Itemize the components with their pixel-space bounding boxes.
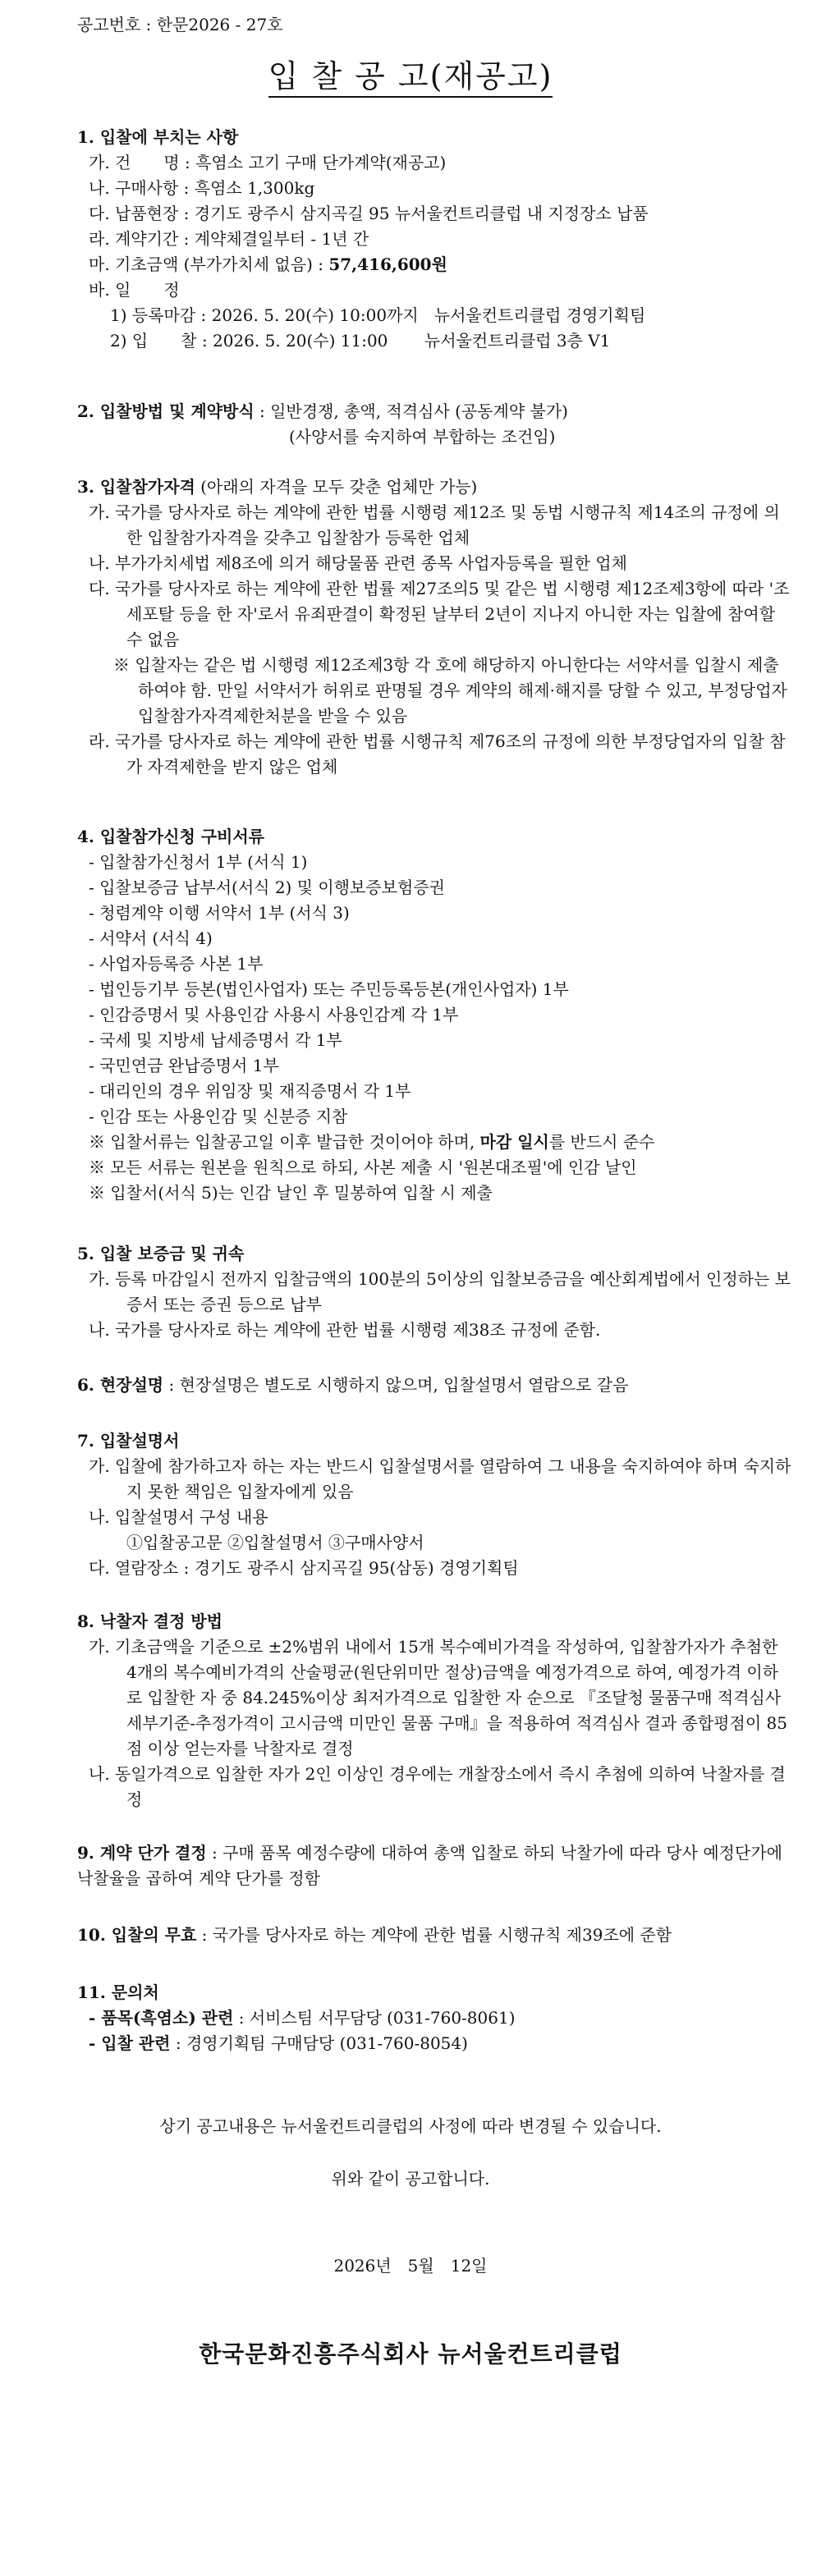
section-11-heading: 11. 문의처 bbox=[77, 1982, 159, 2002]
s7-sub: ①입찰공고문 ②입찰설명서 ③구매사양서 bbox=[126, 1533, 424, 1552]
s4-note: ※ 입찰서(서식 5)는 인감 날인 후 밀봉하여 입찰 시 제출 bbox=[89, 1183, 493, 1203]
section-2-heading: 2. 입찰방법 및 계약방식 bbox=[77, 401, 255, 421]
s4-doc-item: - 대리인의 경우 위임장 및 재직증명서 각 1부 bbox=[89, 1081, 411, 1101]
section-9 bbox=[77, 1840, 791, 1891]
s1-price-row bbox=[77, 252, 791, 277]
s4-doc-item: - 서약서 (서식 4) bbox=[89, 928, 213, 948]
contact-item bbox=[77, 2005, 791, 2031]
section-11 bbox=[77, 1980, 791, 2056]
contact-text: : 서비스팀 서무담당 (031-760-8061) bbox=[233, 2008, 516, 2028]
s4-doc-item: - 청렴계약 이행 서약서 1부 (서식 3) bbox=[89, 903, 350, 923]
section-1-heading: 1. 입찰에 부치는 사항 bbox=[77, 127, 239, 147]
s1-schedule-item: 2) 입 찰 : 2026. 5. 20(수) 11:00 뉴서울컨트리클럽 3층 V1 bbox=[110, 331, 611, 351]
s7-item: 나. 입찰설명서 구성 내용 bbox=[89, 1507, 268, 1527]
price-value: 57,416,600원 bbox=[328, 254, 447, 274]
issuing-organization: 한국문화진흥주식회사 뉴서울컨트리클럽 bbox=[199, 2340, 622, 2367]
s4-note bbox=[77, 1130, 791, 1155]
s2-text: : 일반경쟁, 총액, 적격심사 (공동계약 불가) bbox=[254, 401, 568, 421]
s10-text: : 국가를 당사자로 하는 계약에 관한 법률 시행규칙 제39조에 준함 bbox=[196, 1925, 672, 1945]
section-9-heading: 9. 계약 단가 결정 bbox=[77, 1843, 207, 1863]
s3-note: ※ 입찰자는 같은 법 시행령 제12조제3항 각 호에 해당하지 아니한다는 서약서를 입찰시 제출하여야 함. 만일 서약서가 허위로 판명될 경우 계약의 해제·해지를 당할 수 있고, 부정당업자 입찰참가자격제한처분을 받을 수 있음 bbox=[113, 655, 787, 726]
s3-heading-note: (아래의 자격을 모두 갖춘 업체만 가능) bbox=[195, 477, 478, 497]
s8-item: 가. 기초금액을 기준으로 ±2%범위 내에서 15개 복수예비가격을 작성하여, 입찰참가자가 추첨한 4개의 복수예비가격의 산술평균(원단위미만 절상)금액을 예정가격으로 하여, 예정가격 이하로 입찰한 자 중 84.245%이상 최저가격으로 입찰한 자 순으로 『조달청 물품구매 적격심사세부기준-추정가격이 고시금액 미만인 물품 구매』을 적용하여 적격심사 결과 종합평점이 85점 이상 얻는자를 낙찰자로 결정 bbox=[89, 1637, 787, 1758]
contact-text: : 경영기획팀 구매담당 (031-760-8054) bbox=[170, 2033, 468, 2053]
s1-schedule-item: 1) 등록마감 : 2026. 5. 20(수) 10:00까지 뉴서울컨트리클럽 경영기획팀 bbox=[110, 305, 646, 325]
s4-doc-item: - 사업자등록증 사본 1부 bbox=[89, 954, 264, 974]
s4-doc-item: - 법인등기부 등본(법인사업자) 또는 주민등록등본(개인사업자) 1부 bbox=[89, 979, 569, 999]
section-3-heading: 3. 입찰참가자격 bbox=[77, 477, 195, 497]
section-5-heading: 5. 입찰 보증금 및 귀속 bbox=[77, 1244, 245, 1263]
s4-note-1c: 를 반드시 준수 bbox=[548, 1132, 655, 1152]
s6-text: : 현장설명은 별도로 시행하지 않으며, 입찰설명서 열람으로 갈음 bbox=[163, 1375, 629, 1395]
contact-item bbox=[77, 2031, 791, 2056]
section-10-heading: 10. 입찰의 무효 bbox=[77, 1925, 197, 1945]
section-4-heading: 4. 입찰참가신청 구비서류 bbox=[77, 827, 265, 846]
s5-item: 나. 국가를 당사자로 하는 계약에 관한 법률 시행령 제38조 규정에 준함. bbox=[89, 1320, 601, 1340]
section-6 bbox=[77, 1373, 791, 1398]
s4-doc-item: - 입찰참가신청서 1부 (서식 1) bbox=[89, 852, 308, 872]
s2-text-2: (사양서를 숙지하여 부합하는 조건임) bbox=[289, 427, 556, 447]
s7-item: 가. 입찰에 참가하고자 하는 자는 반드시 입찰설명서를 열람하여 그 내용을 숙지하여야 하며 숙지하지 못한 책임은 입찰자에게 있음 bbox=[89, 1456, 791, 1501]
footer-announce: 위와 같이 공고합니다. bbox=[331, 2169, 490, 2189]
s4-note-1a: ※ 입찰서류는 입찰공고일 이후 발급한 것이어야 하며, bbox=[89, 1132, 480, 1152]
section-7 bbox=[77, 1428, 791, 1581]
title-text: 입 찰 공 고(재공고) bbox=[268, 58, 553, 98]
contact-label: - 입찰 관련 bbox=[89, 2033, 171, 2053]
page-title bbox=[0, 51, 821, 96]
s4-note: ※ 모든 서류는 원본을 원칙으로 하되, 사본 제출 시 '원본대조필'에 인감 날인 bbox=[89, 1157, 637, 1177]
section-1 bbox=[77, 125, 791, 354]
s3-item: 다. 국가를 당사자로 하는 계약에 관한 법률 제27조의5 및 같은 법 시행령 제12조제3항에 따라 '조세포탈 등을 한 자'로서 유죄판결이 확정된 날부터 2년이 지나지 아니한 자는 입찰에 참여할 수 없음 bbox=[89, 579, 790, 649]
contact-label: - 품목(흑염소) 관련 bbox=[89, 2008, 234, 2028]
s3-item: 나. 부가가치세법 제8조에 의거 해당물품 관련 종목 사업자등록을 필한 업체 bbox=[89, 553, 627, 573]
section-2 bbox=[77, 399, 791, 450]
section-5 bbox=[77, 1241, 791, 1343]
s4-doc-item: - 입찰보증금 납부서(서식 2) 및 이행보증보험증권 bbox=[89, 878, 445, 897]
section-7-heading: 7. 입찰설명서 bbox=[77, 1431, 180, 1451]
s8-item: 나. 동일가격으로 입찰한 자가 2인 이상인 경우에는 개찰장소에서 즉시 추첨에 의하여 낙찰자를 결정 bbox=[89, 1764, 786, 1809]
section-4 bbox=[77, 824, 791, 1206]
section-10 bbox=[77, 1923, 791, 1948]
s4-doc-item: - 인감 또는 사용인감 및 신분증 지참 bbox=[89, 1107, 348, 1126]
s1-item: 다. 납품현장 : 경기도 광주시 삼지곡길 95 뉴서울컨트리클럽 내 지정장소 납품 bbox=[89, 204, 649, 223]
s3-item: 라. 국가를 당사자로 하는 계약에 관한 법률 시행규칙 제76조의 규정에 의한 부정당업자의 입찰 참가 자격제한을 받지 않은 업체 bbox=[89, 731, 786, 777]
s1-item: 라. 계약기간 : 계약체결일부터 - 1년 간 bbox=[89, 229, 369, 249]
s4-doc-item: - 국민연금 완납증명서 1부 bbox=[89, 1056, 279, 1075]
section-3 bbox=[77, 474, 791, 780]
footer-notice: 상기 공고내용은 뉴서울컨트리클럽의 사정에 따라 변경될 수 있습니다. bbox=[159, 2116, 662, 2136]
section-8 bbox=[77, 1609, 791, 1813]
s4-doc-item: - 국세 및 지방세 납세증명서 각 1부 bbox=[89, 1030, 342, 1050]
s9-text: : 구매 품목 예정수량에 대하여 총액 입찰로 하되 낙찰가에 따라 당사 예정단가에 낙찰율을 곱하여 계약 단가를 정함 bbox=[77, 1843, 782, 1888]
s7-item: 다. 열람장소 : 경기도 광주시 삼지곡길 95(삼동) 경영기획팀 bbox=[89, 1558, 519, 1578]
s1-item: 가. 건 명 : 흑염소 고기 구매 단가계약(재공고) bbox=[89, 153, 447, 172]
s3-item: 가. 국가를 당사자로 하는 계약에 관한 법률 시행령 제12조 및 동법 시행규칙 제14조의 규정에 의한 입찰참가자격을 갖추고 입찰참가 등록한 업체 bbox=[89, 502, 780, 548]
notice-date: 2026년 5월 12일 bbox=[333, 2256, 488, 2276]
section-6-heading: 6. 현장설명 bbox=[77, 1375, 164, 1395]
s1-item: 나. 구매사항 : 흑염소 1,300kg bbox=[89, 178, 315, 198]
section-8-heading: 8. 낙찰자 결정 방법 bbox=[77, 1611, 223, 1631]
s4-doc-item: - 인감증명서 및 사용인감 사용시 사용인감계 각 1부 bbox=[89, 1005, 459, 1024]
s4-note-1b: 마감 일시 bbox=[479, 1132, 549, 1152]
notice-number: 공고번호 : 한문2026 - 27호 bbox=[77, 15, 283, 34]
s1-schedule-label: 바. 일 정 bbox=[89, 280, 180, 300]
price-label: 마. 기초금액 (부가가치세 없음) : bbox=[89, 254, 329, 274]
s5-item: 가. 등록 마감일시 전까지 입찰금액의 100분의 5이상의 입찰보증금을 예산회계법에서 인정하는 보증서 또는 증권 등으로 납부 bbox=[89, 1269, 791, 1314]
